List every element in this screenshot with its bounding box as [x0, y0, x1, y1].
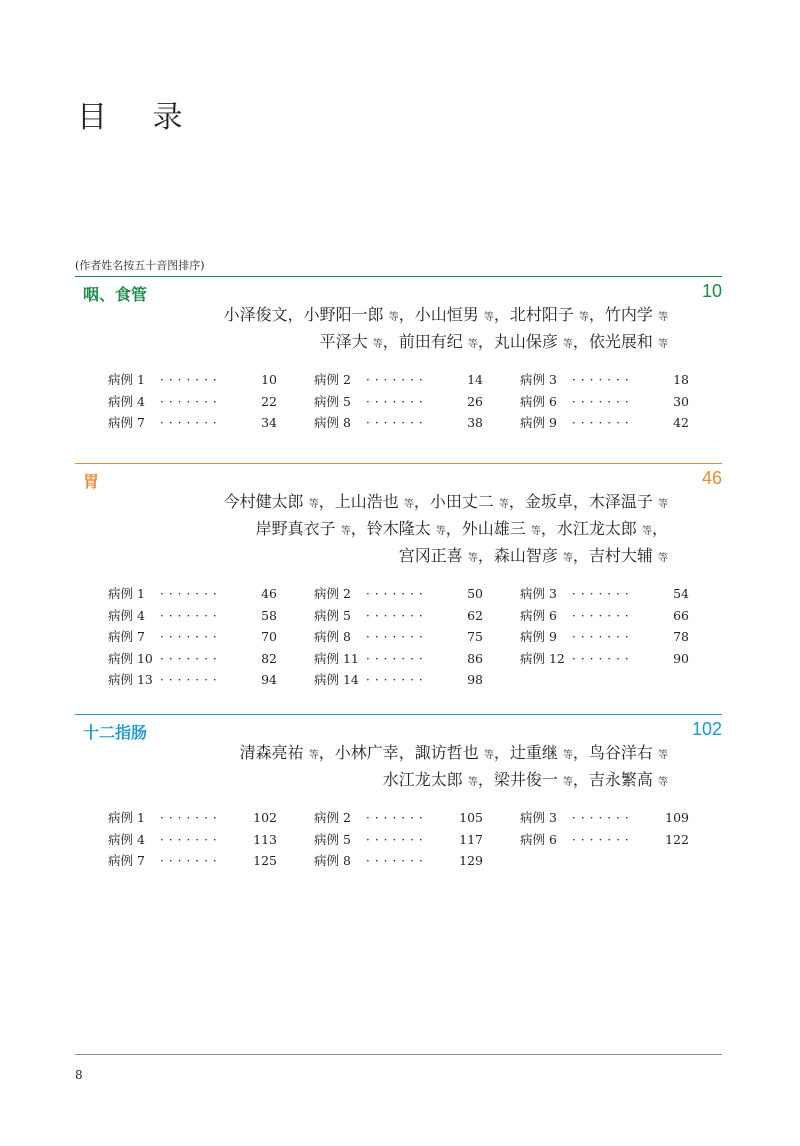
case-page-number: 10	[261, 372, 277, 387]
author-line: 小泽俊文，小野阳一郎 等，小山恒男 等，北村阳子 等，竹内学 等	[223, 305, 668, 324]
author-list	[75, 741, 722, 795]
case-entry[interactable]	[520, 605, 689, 627]
case-label: 病例 6	[520, 393, 557, 409]
case-page-number: 22	[261, 393, 277, 409]
sort-note: (作者姓名按五十音图排序)	[75, 259, 205, 272]
leader-dots: ·······	[572, 832, 634, 847]
case-page-number: 30	[673, 393, 689, 409]
case-entry[interactable]	[314, 626, 483, 648]
section-stomach	[75, 463, 722, 691]
case-entry[interactable]	[108, 391, 277, 413]
case-page-number: 122	[665, 831, 689, 847]
case-entry[interactable]	[314, 605, 483, 627]
case-entry[interactable]	[108, 829, 277, 851]
leader-dots: ·······	[366, 811, 428, 825]
leader-dots: ·······	[160, 416, 222, 430]
author-list	[75, 490, 722, 571]
case-page-number: 94	[261, 672, 277, 687]
case-page-number: 34	[261, 415, 277, 430]
case-label: 病例 11	[314, 650, 359, 666]
section-page-number[interactable]: 46	[701, 468, 722, 488]
leader-dots: ·······	[572, 394, 634, 409]
case-entry[interactable]	[108, 669, 277, 691]
case-entry[interactable]	[314, 829, 483, 851]
case-label: 病例 5	[314, 607, 351, 623]
case-label: 病例 9	[520, 629, 557, 644]
case-page-number: 109	[665, 810, 689, 825]
case-label: 病例 7	[108, 415, 145, 430]
case-label: 病例 6	[520, 831, 557, 847]
case-page-number: 98	[467, 672, 483, 687]
case-page-number: 129	[459, 853, 483, 868]
leader-dots: ·······	[366, 416, 428, 430]
case-label: 病例 1	[108, 810, 145, 825]
case-page-number: 14	[467, 372, 483, 387]
case-label: 病例 3	[520, 372, 557, 387]
case-label: 病例 7	[108, 853, 145, 868]
case-entry[interactable]	[520, 412, 689, 434]
leader-dots: ·······	[366, 630, 428, 644]
leader-dots: ·······	[366, 832, 428, 847]
leader-dots: ·······	[160, 394, 222, 409]
case-page-number: 66	[673, 607, 689, 623]
case-label: 病例 3	[520, 586, 557, 601]
case-entry[interactable]	[314, 391, 483, 413]
case-entry[interactable]	[314, 850, 483, 872]
author-list	[75, 303, 722, 357]
leader-dots: ·······	[160, 373, 222, 387]
leader-dots: ·······	[572, 811, 634, 825]
author-line: 平泽大 等，前田有纪 等，丸山保彦 等，依光展和 等	[319, 332, 668, 351]
leader-dots: ·······	[366, 608, 428, 623]
case-entry[interactable]	[314, 583, 483, 605]
section-title[interactable]: 胃	[83, 472, 100, 491]
section-page-number[interactable]: 102	[691, 719, 722, 739]
case-entry[interactable]	[520, 583, 689, 605]
case-label: 病例 2	[314, 586, 351, 601]
leader-dots: ·······	[366, 651, 428, 666]
case-label: 病例 14	[314, 672, 359, 687]
case-entry[interactable]	[314, 807, 483, 829]
case-label: 病例 2	[314, 810, 351, 825]
case-page-number: 54	[673, 586, 689, 601]
case-page-number: 42	[673, 415, 689, 430]
author-line: 今村健太郎 等，上山浩也 等，小田丈二 等，金坂卓，木泽温子 等	[223, 492, 668, 511]
case-entry[interactable]	[314, 669, 483, 691]
case-page-number: 62	[467, 607, 483, 623]
case-page-number: 50	[467, 586, 483, 601]
case-page-number: 90	[673, 650, 689, 666]
case-label: 病例 5	[314, 393, 351, 409]
case-list	[75, 807, 722, 872]
leader-dots: ·······	[572, 608, 634, 623]
leader-dots: ·······	[160, 630, 222, 644]
leader-dots: ·······	[160, 608, 222, 623]
case-label: 病例 6	[520, 607, 557, 623]
section-title[interactable]: 咽、食管	[83, 285, 148, 304]
leader-dots: ·······	[572, 587, 634, 601]
case-label: 病例 1	[108, 372, 145, 387]
case-entry[interactable]	[108, 605, 277, 627]
author-line: 岸野真衣子 等，铃木隆太 等，外山雄三 等，水江龙太郎 等，	[255, 519, 668, 538]
section-duodenum	[75, 714, 722, 872]
case-entry[interactable]	[520, 829, 689, 851]
author-line: 水江龙太郎 等，梁井俊一 等，吉永繁高 等	[382, 770, 668, 789]
author-line: 清森亮祐 等，小林广幸，諏访哲也 等，辻重继 等，鸟谷洋右 等	[239, 743, 668, 762]
section-pharynx-esophagus	[75, 276, 722, 434]
case-entry[interactable]	[520, 626, 689, 648]
leader-dots: ·······	[366, 394, 428, 409]
case-label: 病例 2	[314, 372, 351, 387]
leader-dots: ·······	[572, 373, 634, 387]
leader-dots: ·······	[366, 587, 428, 601]
case-label: 病例 12	[520, 650, 565, 666]
case-label: 病例 8	[314, 415, 351, 430]
case-page-number: 18	[673, 372, 689, 387]
case-page-number: 86	[467, 650, 483, 666]
case-page-number: 70	[261, 629, 277, 644]
case-entry[interactable]	[520, 369, 689, 391]
page-title: 目 录	[77, 100, 201, 135]
case-entry[interactable]	[108, 850, 277, 872]
case-entry[interactable]	[108, 412, 277, 434]
page-number: 8	[75, 1068, 83, 1082]
leader-dots: ·······	[160, 811, 222, 825]
leader-dots: ·······	[160, 854, 222, 868]
case-label: 病例 8	[314, 629, 351, 644]
case-list	[75, 369, 722, 434]
case-page-number: 105	[459, 810, 483, 825]
case-page-number: 125	[253, 853, 277, 868]
case-entry[interactable]	[520, 807, 689, 829]
case-label: 病例 1	[108, 586, 145, 601]
leader-dots: ·······	[572, 651, 634, 666]
case-page-number: 58	[261, 607, 277, 623]
case-label: 病例 4	[108, 607, 145, 623]
leader-dots: ·······	[366, 854, 428, 868]
case-entry[interactable]	[314, 412, 483, 434]
section-title[interactable]: 十二指肠	[83, 723, 148, 742]
author-line: 宫冈正喜 等，森山智彦 等，吉村大辅 等	[398, 546, 668, 565]
leader-dots: ·······	[572, 630, 634, 644]
case-label: 病例 13	[108, 672, 153, 687]
case-entry[interactable]	[108, 583, 277, 605]
leader-dots: ·······	[366, 673, 428, 687]
case-entry[interactable]	[520, 648, 689, 670]
case-page-number: 117	[459, 831, 483, 847]
case-label: 病例 3	[520, 810, 557, 825]
leader-dots: ·······	[160, 651, 222, 666]
case-page-number: 46	[261, 586, 277, 601]
case-entry[interactable]	[108, 648, 277, 670]
case-label: 病例 4	[108, 831, 145, 847]
case-list	[75, 583, 722, 691]
leader-dots: ·······	[160, 832, 222, 847]
case-entry[interactable]	[108, 807, 277, 829]
case-entry[interactable]	[108, 626, 277, 648]
case-entry[interactable]	[108, 369, 277, 391]
case-page-number: 82	[261, 650, 277, 666]
leader-dots: ·······	[572, 416, 634, 430]
case-page-number: 113	[253, 831, 277, 847]
case-page-number: 38	[467, 415, 483, 430]
case-label: 病例 9	[520, 415, 557, 430]
footer-rule	[75, 1054, 722, 1055]
case-page-number: 26	[467, 393, 483, 409]
case-entry[interactable]	[314, 648, 483, 670]
case-label: 病例 8	[314, 853, 351, 868]
case-label: 病例 10	[108, 650, 153, 666]
section-page-number[interactable]: 10	[701, 281, 722, 301]
case-label: 病例 7	[108, 629, 145, 644]
case-label: 病例 5	[314, 831, 351, 847]
case-page-number: 75	[467, 629, 483, 644]
case-entry[interactable]	[314, 369, 483, 391]
leader-dots: ·······	[160, 587, 222, 601]
case-label: 病例 4	[108, 393, 145, 409]
case-entry[interactable]	[520, 391, 689, 413]
leader-dots: ·······	[366, 373, 428, 387]
case-page-number: 78	[673, 629, 689, 644]
leader-dots: ·······	[160, 673, 222, 687]
case-page-number: 102	[253, 810, 277, 825]
